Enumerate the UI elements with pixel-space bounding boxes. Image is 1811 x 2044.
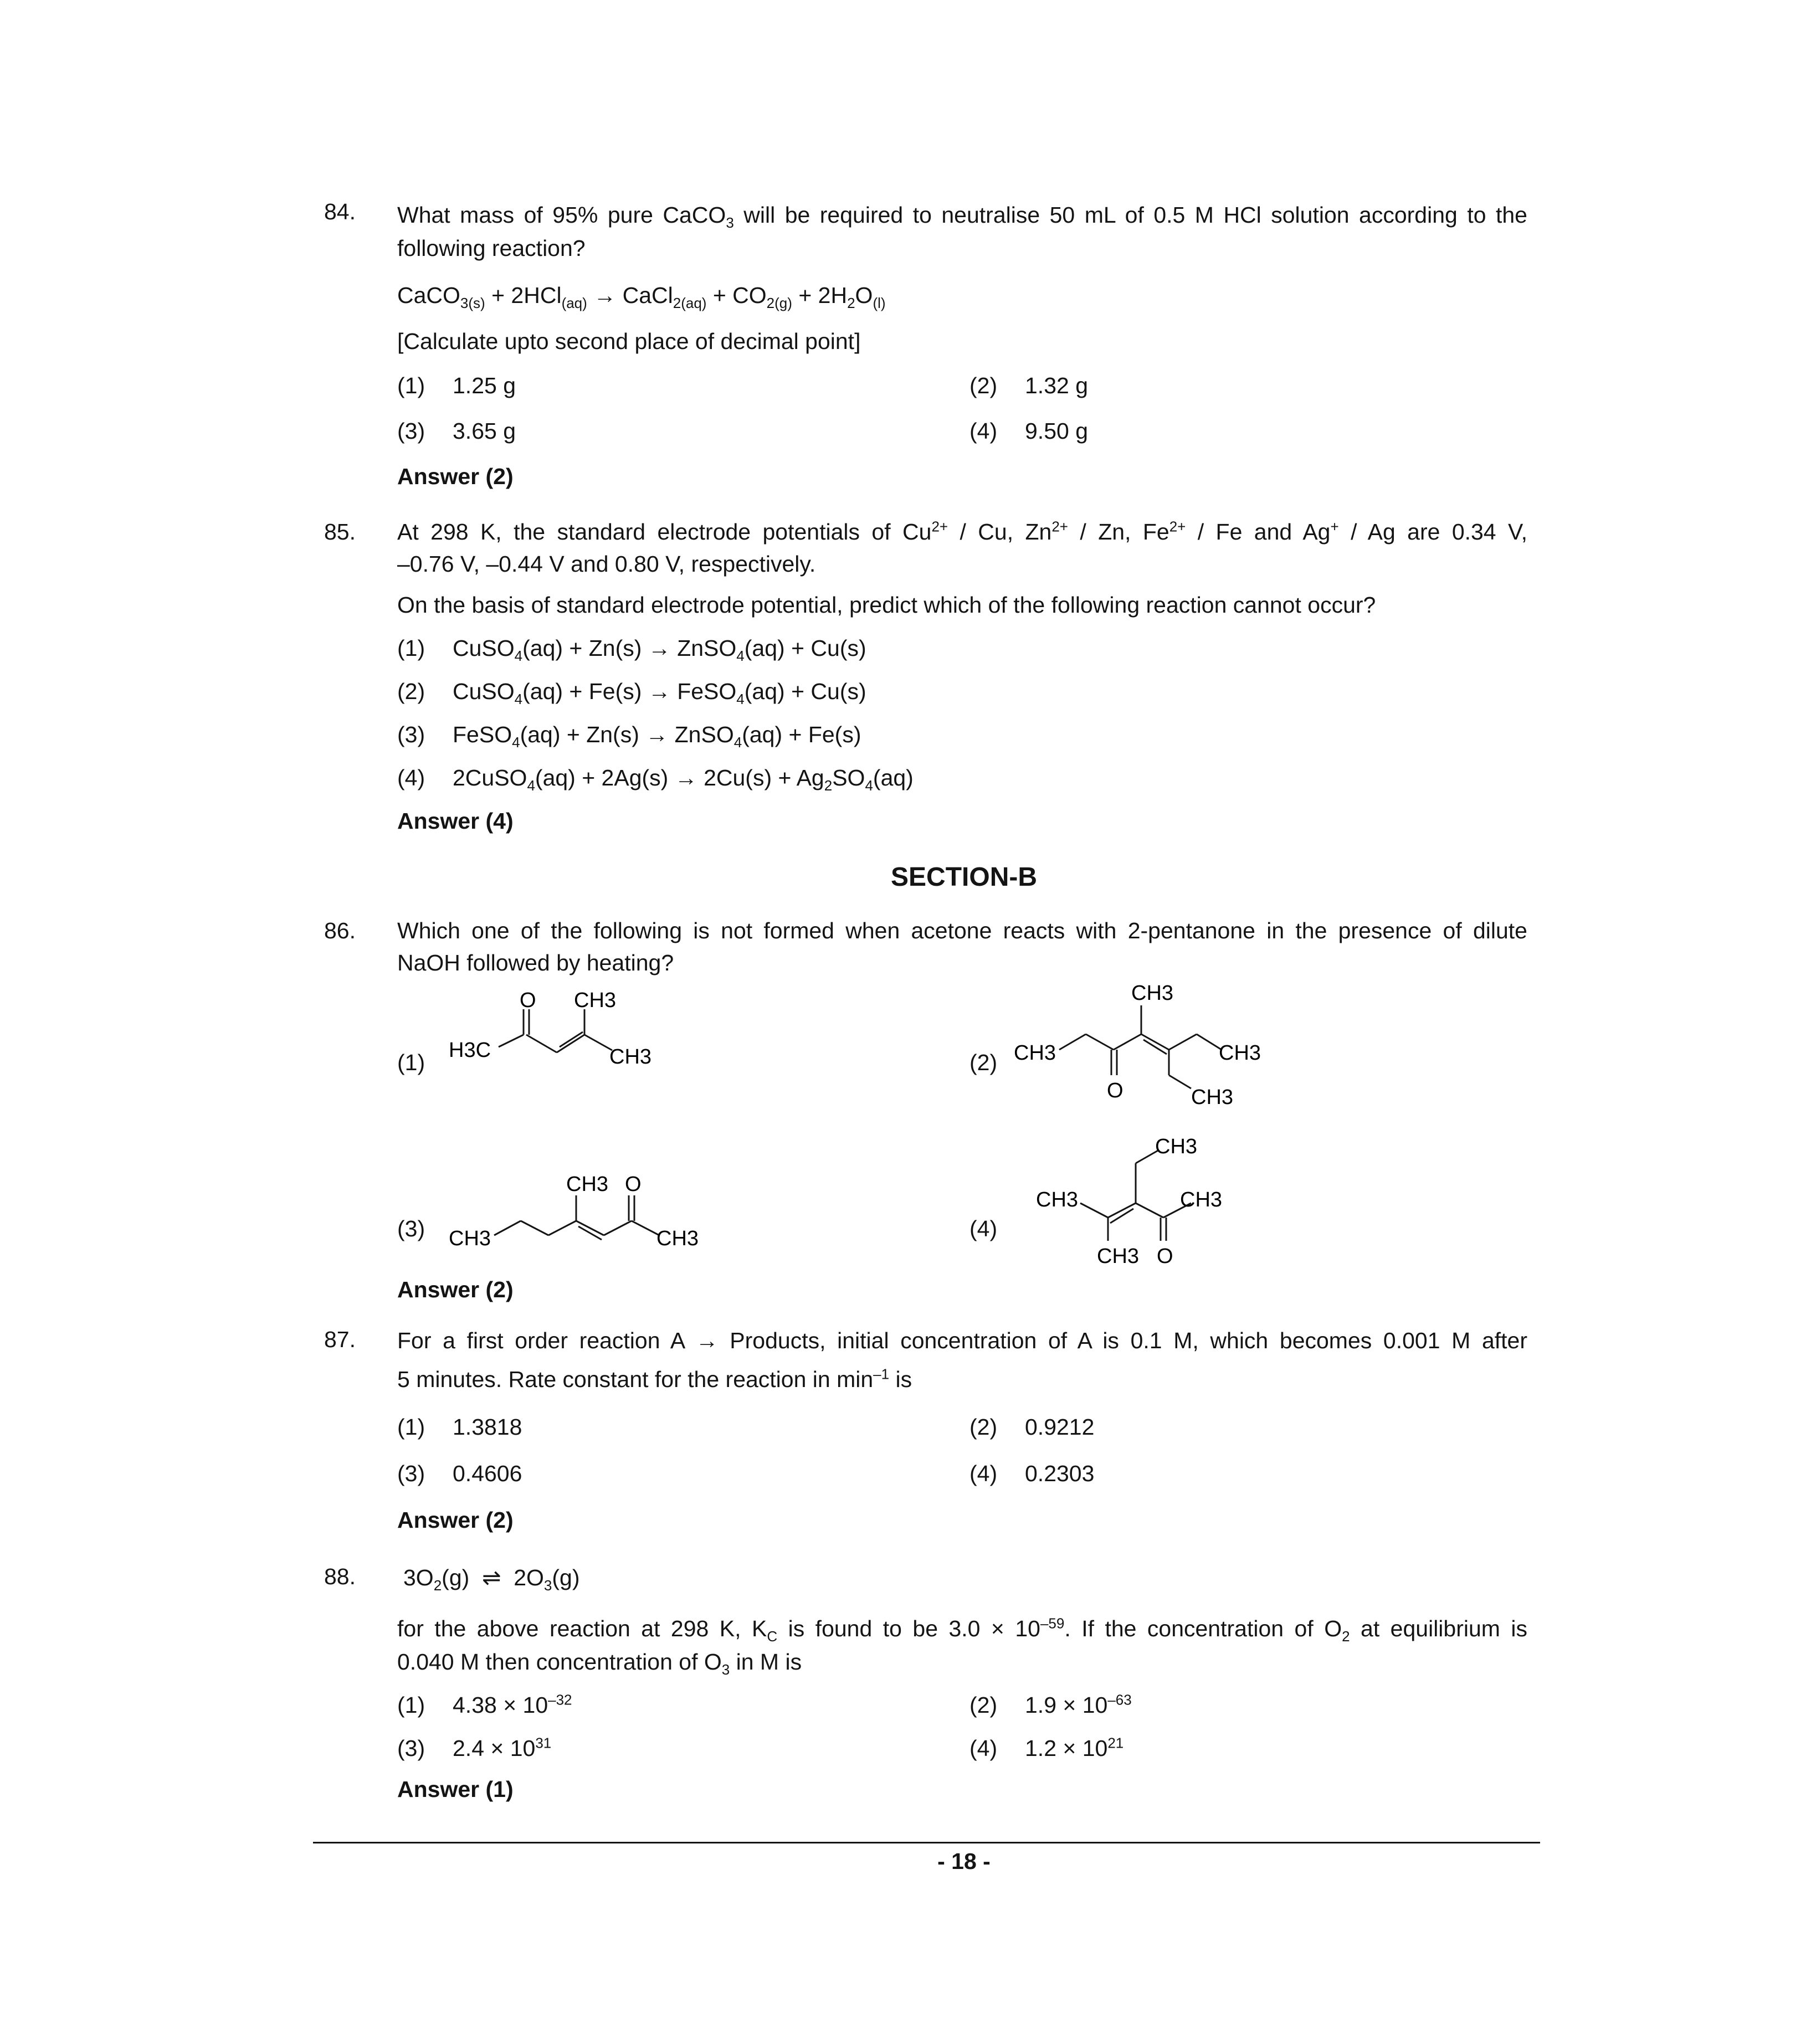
q86-s4-ch3-right: CH3 — [1180, 1188, 1223, 1211]
q86-structure-1 — [443, 986, 676, 1097]
q84-option-2: (2) 1.32 g — [969, 373, 1088, 398]
q86-option-3-num: (3) — [397, 1216, 425, 1241]
q86-answer: Answer (2) — [397, 1277, 514, 1302]
q88-line1: for the above reaction at 298 K, $K_C$ is found to be $3.0 \times 10^{-59}$. If the concentration of $O_2$ at equilibrium is — [397, 1615, 1528, 1645]
q84-line1: What mass of 95% pure CaCO$_3$ will be required to neutralise 50 mL of 0.5 M HCl solution according to the — [397, 202, 1527, 232]
q86-s1-ch3-top: CH3 — [574, 989, 617, 1012]
q86-structure-2 — [1008, 967, 1296, 1111]
q85-line2: –0.76 V, –0.44 V and 0.80 V, respectively. — [397, 551, 816, 577]
q88-option-4: (4) $1.2 \times 10^{21}$ — [969, 1734, 1124, 1761]
q85-line1: At 298 K, the standard electrode potentials of $Cu^{2+}$ / Cu, $Zn^{2+}$ / Zn, $Fe^{2+}$ / Fe and Ag+ / Ag are 0.34 V, — [397, 518, 1527, 545]
q84-option-1: (1) 1.25 g — [397, 373, 516, 398]
q86-s4-ch3-bottom: CH3 — [1097, 1245, 1140, 1268]
q86-line1: Which one of the following is not formed when acetone reacts with 2-pentanone in the presence of dilute — [397, 918, 1527, 943]
q85-number: 85. — [324, 519, 356, 545]
q88-number: 88. — [324, 1564, 356, 1589]
q86-option-4-num: (4) — [969, 1216, 998, 1241]
q88-answer: Answer (1) — [397, 1776, 514, 1802]
q86-structure-3 — [443, 1152, 731, 1263]
q86-number: 86. — [324, 918, 356, 943]
q84-line2: following reaction? — [397, 235, 586, 261]
q87-number: 87. — [324, 1327, 356, 1352]
q86-s1-ch3-right: CH3 — [609, 1045, 652, 1069]
section-heading: SECTION-B — [891, 862, 1037, 892]
q88-equation: $3O_2(g)$ ⇌ $2O_3(g)$ — [403, 1565, 580, 1594]
q88-line2: 0.040 M then concentration of $O_3$ in M is — [397, 1649, 802, 1678]
q88-option-3: (3) $2.4 \times 10^{31}$ — [397, 1734, 552, 1761]
q85-answer: Answer (4) — [397, 808, 514, 834]
q86-line2: NaOH followed by heating? — [397, 950, 674, 975]
q87-answer: Answer (2) — [397, 1507, 514, 1533]
q86-s3-ch3-right: CH3 — [656, 1227, 699, 1250]
q86-s2-ch3-left: CH3 — [1014, 1041, 1056, 1065]
q85-option-2: (2) CuSO$_4$(aq) + Fe(s) → FeSO$_4$(aq) + Cu(s) — [397, 679, 866, 708]
q86-s4-o: O — [1157, 1245, 1173, 1268]
q86-s1-o: O — [520, 989, 536, 1012]
q85-option-3: (3) FeSO$_4$(aq) + Zn(s) → ZnSO$_4$(aq) + Fe(s) — [397, 722, 861, 751]
q86-s2-o: O — [1107, 1079, 1123, 1102]
q86-s2-ch3-right: CH3 — [1219, 1041, 1261, 1065]
q84-option-4: (4) 9.50 g — [969, 418, 1088, 444]
q84-reaction: CaCO$_{3(s)}$ + 2HCl$_{(aq)}$ → CaCl$_{2(aq)}$ + $CO_{2(g)} + 2H_2O_{(l)}$ — [397, 283, 886, 312]
q87-option-3: (3) 0.4606 — [397, 1461, 522, 1486]
q87-line2: 5 minutes. Rate constant for the reaction in $\min^{-1}$ is — [397, 1365, 912, 1392]
q85-option-4: (4) 2CuSO$_4$(aq) + $2Ag(s) \to 2Cu(s) + Ag_2SO_4(aq)$ — [397, 765, 914, 794]
q86-s3-ch3-top: CH3 — [566, 1173, 609, 1196]
q87-option-2: (2) 0.9212 — [969, 1414, 1095, 1440]
q87-option-4: (4) 0.2303 — [969, 1461, 1095, 1486]
q88-option-1: (1) $4.38 \times 10^{-32}$ — [397, 1691, 572, 1718]
q85-option-1: (1) CuSO$_4$(aq) + Zn(s) → ZnSO$_4$(aq) + Cu(s) — [397, 635, 866, 665]
q88-option-2: (2) $1.9 \times 10^{-63}$ — [969, 1691, 1132, 1718]
q87-line1: For a first order reaction A → Products, initial concentration of A is 0.1 M, which becomes 0.001 M after — [397, 1328, 1527, 1353]
page-number: - 18 - — [937, 1848, 991, 1874]
q86-s4-ch3-top: CH3 — [1155, 1135, 1198, 1158]
q87-option-1: (1) 1.3818 — [397, 1414, 522, 1440]
q86-s4-ch3-left: CH3 — [1036, 1188, 1079, 1211]
footer-divider — [313, 1842, 1540, 1843]
q84-number: 84. — [324, 199, 356, 224]
q86-s2-ch3-bottom: CH3 — [1191, 1086, 1234, 1109]
q86-s1-h3c: H3C — [449, 1039, 491, 1062]
q86-s3-o: O — [625, 1173, 642, 1196]
q86-s3-ch3-left: CH3 — [449, 1227, 491, 1250]
q86-structure-4 — [1014, 1124, 1246, 1268]
q86-option-2-num: (2) — [969, 1050, 998, 1075]
q85-line3: On the basis of standard electrode potential, predict which of the following reaction cannot occur? — [397, 592, 1376, 618]
q86-option-1-num: (1) — [397, 1050, 425, 1075]
q84-option-3: (3) 3.65 g — [397, 418, 516, 444]
q84-instruction: [Calculate upto second place of decimal point] — [397, 328, 861, 354]
q86-s2-ch3-top: CH3 — [1131, 982, 1174, 1005]
q84-answer: Answer (2) — [397, 464, 514, 489]
